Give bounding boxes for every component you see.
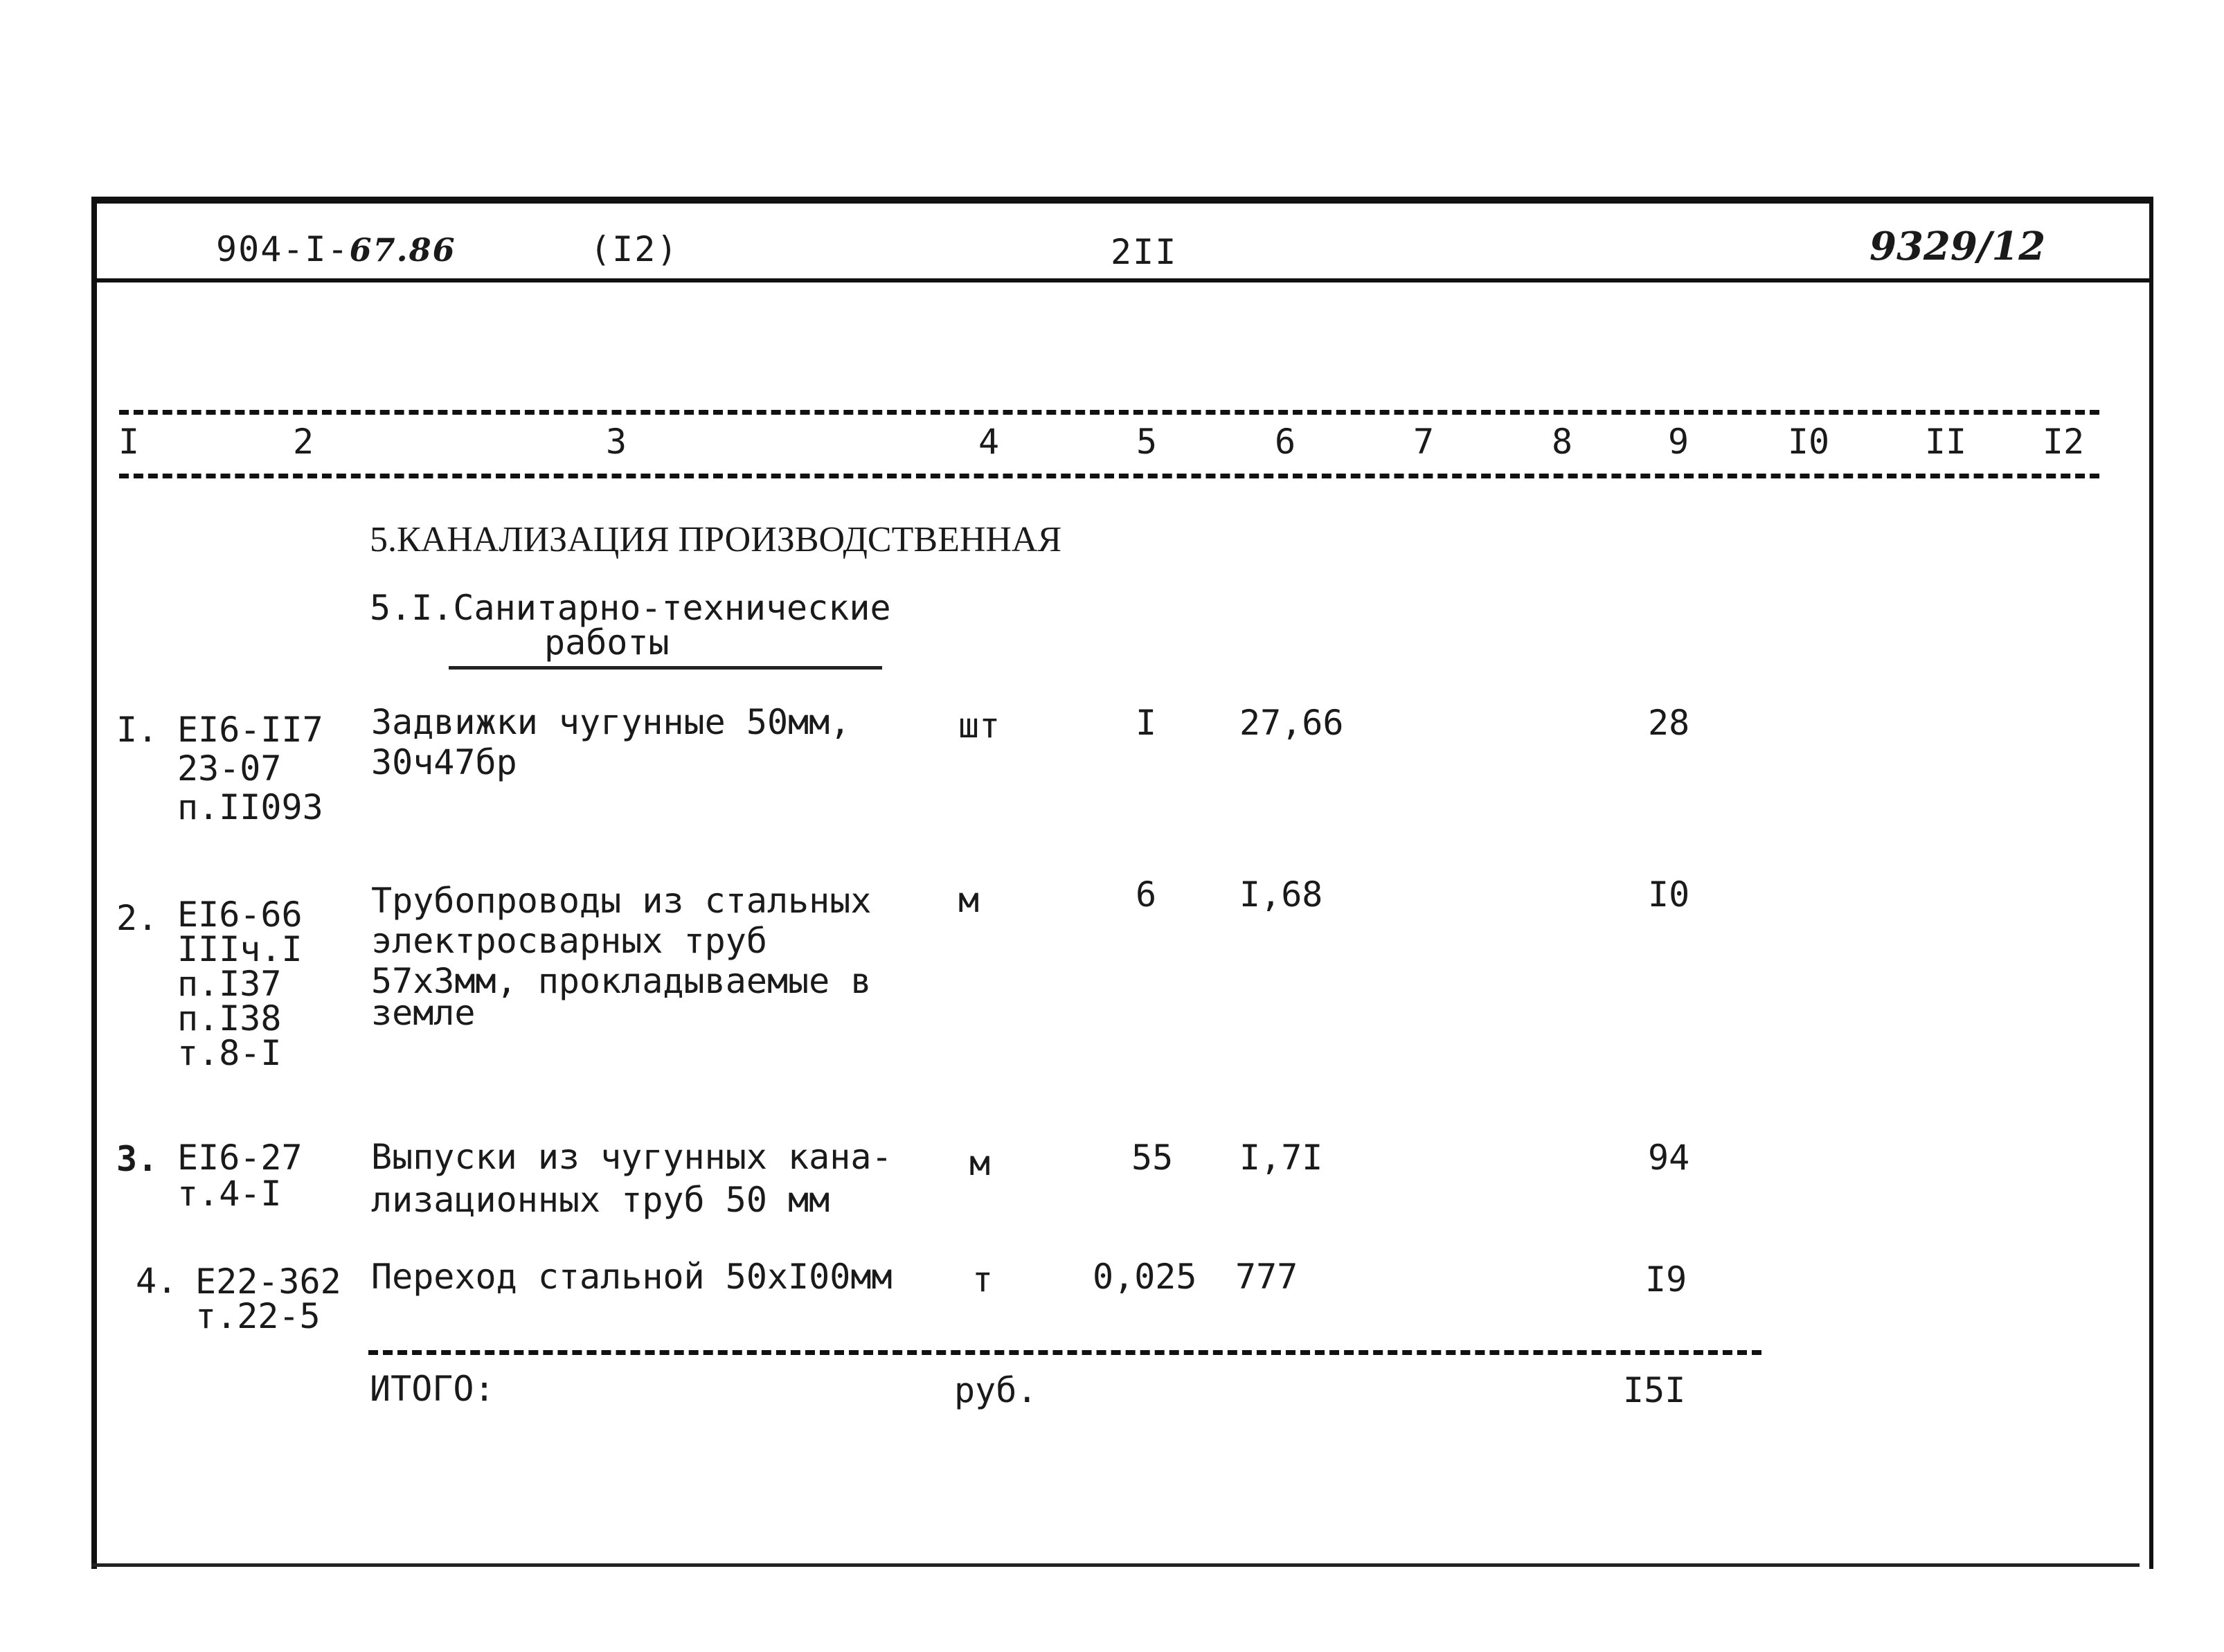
doc-code (216, 228, 456, 271)
page-number: 2II (1111, 232, 1178, 272)
doc-code-print: 904-I- (216, 229, 350, 269)
column-number-5: 5 (1136, 422, 1158, 462)
column-number-2: 2 (292, 422, 314, 462)
row-1-name: Задвижки чугунные 50мм, 30ч47бр (371, 702, 851, 782)
subsection-title-line1: 5.I.Санитарно-технические (370, 588, 891, 628)
row-2-unit: м (958, 880, 980, 920)
row-3-unit: м (969, 1143, 991, 1183)
row-2-code: EI6-66 IIIч.I п.I37 п.I38 т.8-I (177, 895, 303, 1073)
subsection-title-line2: работы (544, 622, 670, 663)
column-header-top-rule (119, 410, 2099, 415)
column-number-8: 8 (1551, 422, 1573, 462)
row-3-qty: 55 (1131, 1138, 1174, 1178)
row-1-code: EI6-II7 23-07 п.II093 (177, 710, 323, 827)
column-header-bottom-rule (119, 474, 2099, 478)
row-3-name: Выпуски из чугунных кана- лизационных труб 50 мм (371, 1137, 893, 1220)
column-number-1: I (118, 422, 140, 462)
row-3-code: EI6-27 т.4-I (177, 1138, 303, 1214)
archive-number: 9329/12 (1869, 224, 2046, 269)
column-number-11: II (1924, 422, 1967, 462)
bottom-border (91, 1563, 2140, 1567)
column-number-3: 3 (605, 422, 627, 462)
row-3-price: I,7I (1239, 1138, 1323, 1178)
column-number-9: 9 (1667, 422, 1689, 462)
row-1-unit: шт (958, 706, 1001, 746)
column-number-4: 4 (978, 422, 1000, 462)
row-1-qty: I (1136, 703, 1157, 743)
row-4-number: 4. (136, 1261, 178, 1301)
row-4-code: E22-362 т.22-5 (195, 1262, 341, 1336)
row-1-number: I. (116, 710, 159, 750)
section-title: 5.КАНАЛИЗАЦИЯ ПРОИЗВОДСТВЕННАЯ (370, 520, 1062, 559)
column-number-12: I2 (2042, 422, 2085, 462)
subsection-underline (449, 666, 882, 670)
row-4-total: I9 (1645, 1259, 1687, 1300)
sheet-number: (I2) (590, 229, 679, 269)
row-3-number: 3. (116, 1139, 159, 1179)
row-2-total: I0 (1648, 874, 1690, 915)
row-2-price: I,68 (1239, 874, 1323, 915)
column-number-10: I0 (1787, 422, 1830, 462)
row-4-unit: т (972, 1259, 994, 1300)
summary-total: I5I (1623, 1370, 1686, 1410)
summary-unit: руб. (954, 1370, 1038, 1410)
row-4-qty: 0,025 (1093, 1257, 1197, 1297)
row-2-qty: 6 (1136, 874, 1157, 915)
row-2-number: 2. (116, 898, 159, 938)
row-1-total: 28 (1648, 703, 1690, 743)
column-number-7: 7 (1413, 422, 1435, 462)
summary-rule (368, 1350, 1761, 1355)
row-2-name: Трубопроводы из стальных электросварных труб 57х3мм, прокладываемые в земле (371, 881, 872, 1033)
summary-label: ИТОГО: (370, 1369, 495, 1409)
header-rule (97, 278, 2149, 282)
row-4-price: 777 (1235, 1257, 1298, 1297)
row-1-price: 27,66 (1239, 703, 1344, 743)
doc-code-handwritten: 67.86 (349, 231, 456, 269)
row-3-total: 94 (1648, 1138, 1690, 1178)
row-4-name: Переход стальной 50хI00мм (371, 1257, 893, 1297)
column-number-6: 6 (1274, 422, 1296, 462)
